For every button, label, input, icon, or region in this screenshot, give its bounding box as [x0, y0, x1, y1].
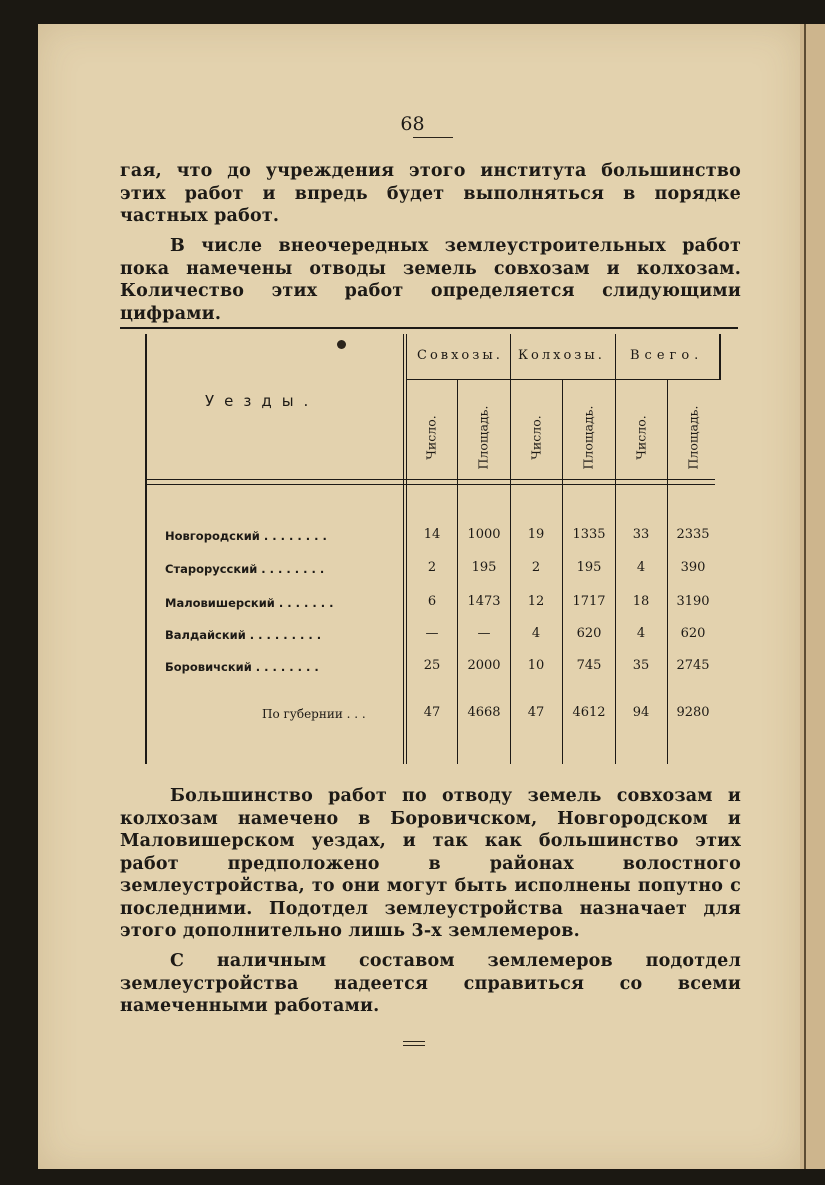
column-divider: [562, 380, 563, 764]
table-cell: 10: [527, 658, 545, 673]
table-cell: 1000: [467, 527, 501, 542]
row-label: Старорусский . . . . . . . .: [165, 562, 325, 576]
table-cell: 620: [680, 626, 706, 641]
table-cell: 35: [632, 658, 650, 673]
table-cell: 1717: [572, 594, 606, 609]
table-cell: 2745: [676, 658, 710, 673]
subheader-kolkhozy-count: Число.: [528, 415, 544, 460]
header-uezdy: Уезды.: [205, 392, 319, 410]
table-cell: 6: [427, 594, 437, 609]
subheader-kolkhozy-area: Площадь.: [580, 405, 596, 470]
table-cell: 195: [576, 560, 602, 575]
header-kolkhozy: Колхозы.: [518, 348, 605, 363]
table-cell: 620: [576, 626, 602, 641]
page-number: 68: [400, 113, 425, 135]
subheader-sovkhozy-area: Площадь.: [475, 405, 491, 470]
table-cell: 47: [527, 705, 545, 720]
page-number-underline: [413, 137, 453, 138]
table-cell: 33: [632, 527, 650, 542]
paragraph-intro: В числе внеочередных землеустроительных работ пока намечены отводы земель совхозам и колхозам. Количество этих работ определяется слидующими цифрами.: [120, 236, 741, 324]
table-cell: —: [477, 626, 491, 641]
column-divider: [510, 334, 511, 764]
end-ornament-line: [403, 1041, 425, 1042]
table-cell: 2335: [676, 527, 710, 542]
table-cell: 4: [636, 626, 646, 641]
total-label: По губернии . . .: [262, 707, 366, 721]
header-vsego: Всего.: [630, 348, 704, 363]
column-divider: [457, 380, 458, 764]
paragraph-continuation: гая, что до учреждения этого института большинство этих работ и впредь будет выполняться в порядке частных работ.: [120, 161, 741, 226]
header-rule-1: [145, 479, 715, 480]
table-cell: 19: [527, 527, 545, 542]
table-cell: 18: [632, 594, 650, 609]
table-top-rule: [120, 327, 738, 329]
table-cell: 2: [531, 560, 541, 575]
header-rule-2: [145, 484, 715, 485]
table-cell: 4: [531, 626, 541, 641]
table-cell: 47: [423, 705, 441, 720]
table-cell: 4668: [467, 705, 501, 720]
table-cell: 1473: [467, 594, 501, 609]
table-cell: 14: [423, 527, 441, 542]
table-cell: 9280: [676, 705, 710, 720]
row-label: Маловишерский . . . . . . .: [165, 596, 334, 610]
table-cell: 4612: [572, 705, 606, 720]
paragraph-final: С наличным составом землемеров подотдел землеустройства надеется справиться со всеми намеченными работами.: [120, 951, 741, 1016]
group-header-rule: [406, 379, 721, 380]
table-left-border: [145, 334, 147, 764]
table-cell: 4: [636, 560, 646, 575]
table-cell: 2: [427, 560, 437, 575]
end-ornament-line: [403, 1045, 425, 1046]
row-label: Боровичский . . . . . . . .: [165, 660, 319, 674]
table-cell: 94: [632, 705, 650, 720]
table-cell: 1335: [572, 527, 606, 542]
next-page-edge: [800, 24, 825, 1169]
column-divider: [719, 334, 721, 380]
column-divider: [615, 334, 616, 764]
table-cell: 12: [527, 594, 545, 609]
table-cell: 390: [680, 560, 706, 575]
ink-spot: [337, 340, 346, 349]
subheader-total-area: Площадь.: [685, 405, 701, 470]
table-cell: 745: [576, 658, 602, 673]
table-cell: —: [425, 626, 439, 641]
column-divider: [403, 334, 404, 764]
header-sovkhozy: Совхозы.: [417, 348, 503, 363]
paragraph-conclusion: Большинство работ по отводу земель совхозам и колхозам намечено в Боровичском, Новгородском и Маловишерском уездах, и так как большинство этих работ предположено в районах волостного землеустройства, то они могут быть исполнены попутно с последними. Подотдел землеустройства назначает для этого дополнительно лишь 3-х землемеров.: [120, 786, 741, 941]
table-cell: 2000: [467, 658, 501, 673]
row-label: Новгородский . . . . . . . .: [165, 529, 327, 543]
table-cell: 195: [471, 560, 497, 575]
row-label: Валдайский . . . . . . . . .: [165, 628, 322, 642]
column-divider: [406, 334, 407, 764]
table-cell: 25: [423, 658, 441, 673]
subheader-total-count: Число.: [633, 415, 649, 460]
table-cell: 3190: [676, 594, 710, 609]
subheader-sovkhozy-count: Число.: [423, 415, 439, 460]
